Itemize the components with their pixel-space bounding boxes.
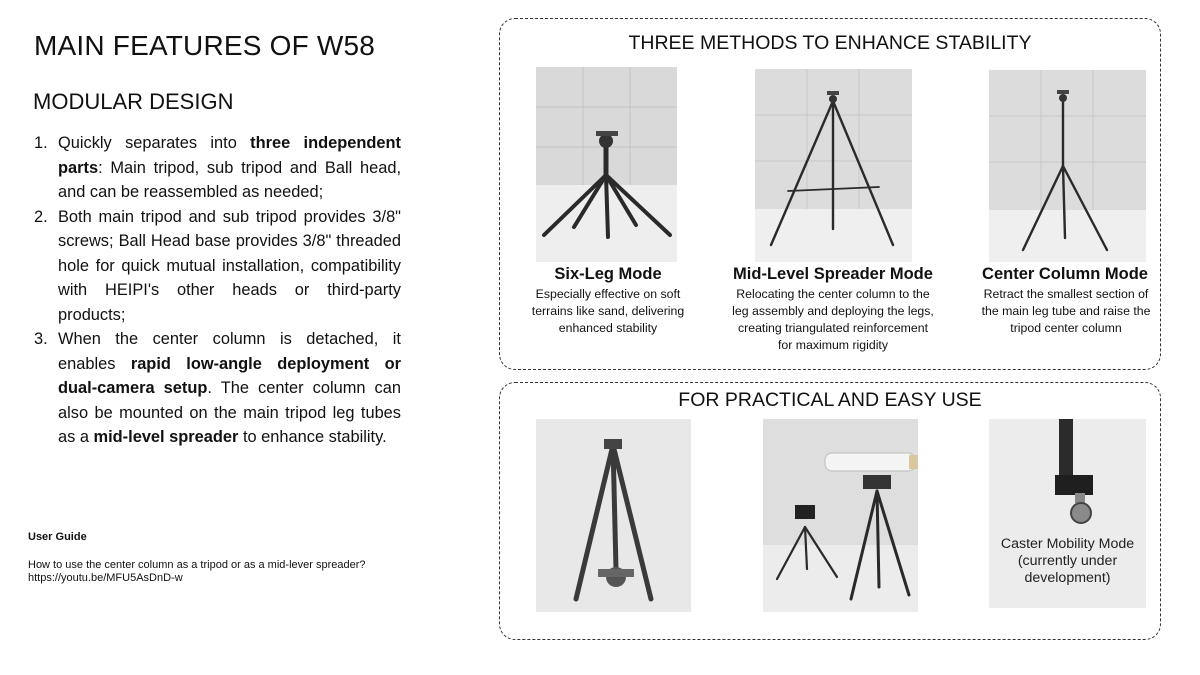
- caster-label-line: development): [1024, 570, 1111, 586]
- mode-desc-line: Especially effective on soft: [535, 287, 681, 301]
- stability-panel-title: THREE METHODS TO ENHANCE STABILITY: [628, 32, 1032, 54]
- caster-label-line: Caster Mobility Mode: [1000, 536, 1135, 552]
- center-column-mode-photo: [989, 70, 1146, 262]
- section-subtitle: MODULAR DESIGN: [33, 89, 234, 114]
- user-guide-link[interactable]: https://youtu.be/MFU5AsDnD-w: [28, 572, 183, 584]
- six-leg-mode-photo: [536, 67, 677, 262]
- feature-number: 3.: [34, 330, 48, 348]
- mode-title-mid-level-spreader: Mid-Level Spreader Mode: [733, 265, 933, 283]
- feature-highlight: three independent parts: [58, 134, 401, 177]
- mode-desc-mid-level-spreader: [708, 286, 958, 354]
- caster-icon: [989, 419, 1146, 529]
- caster-mobility-label: [989, 536, 1146, 587]
- feature-text-part: . The center column can also be mounted on the main tripod leg tubes as a: [58, 379, 401, 446]
- feature-number: 2.: [34, 207, 48, 226]
- feature-text-part: to enhance stability.: [238, 428, 387, 446]
- feature-item-1: [34, 131, 401, 205]
- feature-text: [58, 131, 401, 205]
- page-title: MAIN FEATURES OF W58: [34, 30, 376, 61]
- caster-label-line: (currently under: [1017, 553, 1118, 569]
- mode-title-center-column: Center Column Mode: [982, 265, 1148, 283]
- feature-number: 1.: [34, 134, 48, 152]
- mode-desc-line: Retract the smallest section of: [983, 287, 1149, 301]
- mode-desc-line: for maximum rigidity: [777, 338, 888, 352]
- mode-desc-line: enhanced stability: [558, 321, 658, 335]
- caster-mobility-box: [989, 419, 1146, 608]
- user-guide-question: How to use the center column as a tripod or as a mid-lever spreader?: [28, 559, 366, 571]
- feature-text: Both main tripod and sub tripod provides 3/8" screws; Ball Head base provides 3/8" threaded hole for quick mutual installation, compatibility with HEIPI's other heads or third-party products;: [58, 207, 401, 324]
- mode-desc-line: leg assembly and deploying the legs,: [732, 304, 934, 318]
- feature-highlight: rapid low-angle deployment or dual-camera setup: [58, 354, 401, 397]
- mode-desc-line: tripod center column: [1010, 321, 1122, 335]
- feature-text: [58, 327, 401, 450]
- mode-desc-center-column: [966, 286, 1166, 337]
- mode-desc-line: creating triangulated reinforcement: [737, 321, 929, 335]
- feature-item-3: [34, 327, 401, 450]
- feature-text-part: Quickly separates into: [58, 134, 251, 152]
- feature-list: [34, 131, 401, 450]
- mid-level-spreader-mode-photo: [755, 69, 912, 262]
- low-angle-photo: [536, 419, 691, 612]
- mode-desc-line: the main leg tube and raise the: [981, 304, 1151, 318]
- dual-camera-photo: [763, 419, 918, 612]
- feature-item-2: [34, 205, 401, 328]
- feature-highlight: mid-level spreader: [93, 428, 239, 446]
- mode-desc-line: terrains like sand, delivering: [531, 304, 685, 318]
- user-guide-title: User Guide: [28, 531, 87, 543]
- mode-title-six-leg: Six-Leg Mode: [554, 265, 662, 283]
- practical-panel-title: FOR PRACTICAL AND EASY USE: [678, 389, 982, 411]
- mode-desc-six-leg: [518, 286, 698, 337]
- feature-text-part: : Main tripod, sub tripod and Ball head, and can be reassembled as needed;: [58, 158, 401, 201]
- feature-text-part: When the center column is detached, it enables: [58, 330, 401, 373]
- mode-desc-line: Relocating the center column to the: [736, 287, 930, 301]
